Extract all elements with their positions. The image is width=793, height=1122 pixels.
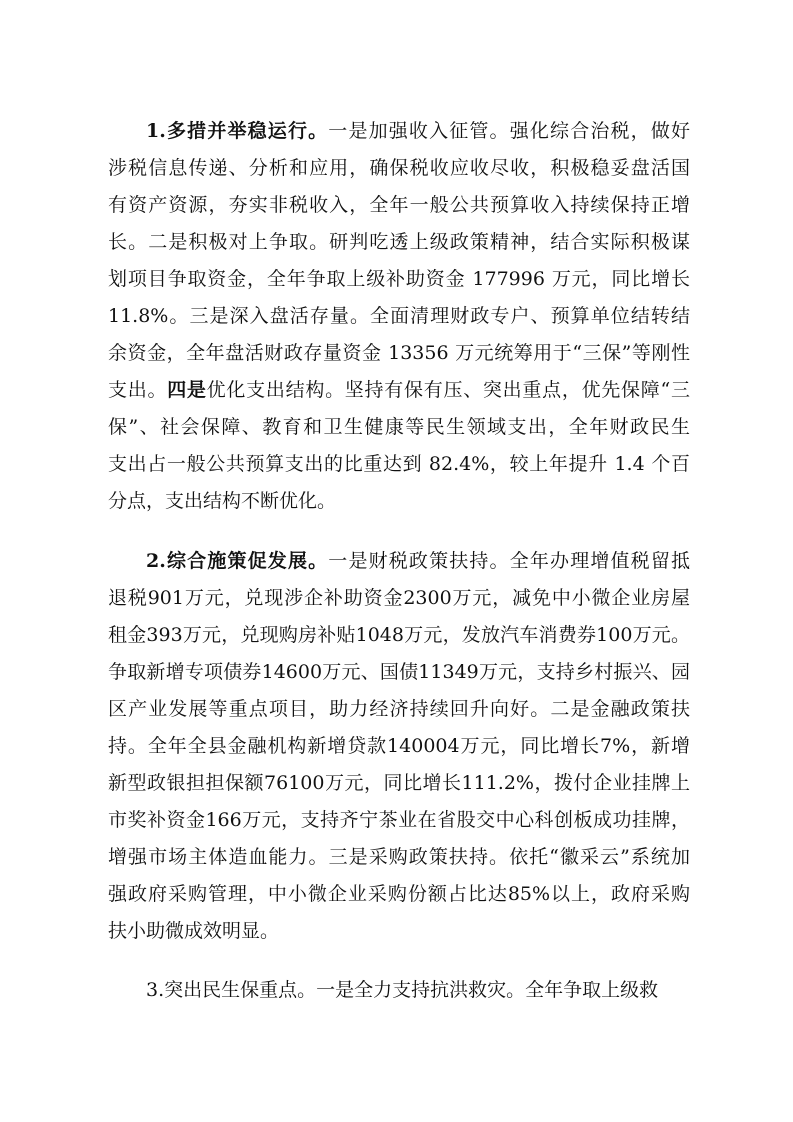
text-line xyxy=(108,580,690,617)
text-run: 扶小助微成效明显。 xyxy=(108,920,280,942)
text-run: 争取新增专项债券14600万元、国债11349万元，支持乡村振兴、园 xyxy=(108,661,690,683)
bold-text-run: 四是 xyxy=(167,379,207,401)
text-line xyxy=(108,187,690,224)
text-line xyxy=(108,691,690,728)
text-run: 支出。 xyxy=(108,379,168,401)
text-run: 划项目争取资金，全年争取上级补助资金 177996 万元，同比增长 xyxy=(108,268,690,290)
text-line xyxy=(108,298,690,335)
text-run: 持。全年全县金融机构新增贷款140004万元，同比增长7%，新增 xyxy=(108,735,690,757)
text-line xyxy=(108,913,690,950)
text-run: 长。二是积极对上争取。研判吃透上级政策精神，结合实际积极谋 xyxy=(108,231,690,253)
text-run: 余资金，全年盘活财政存量资金 13356 万元统筹用于“三保”等刚性 xyxy=(108,342,690,364)
text-line xyxy=(108,765,690,802)
text-run: 分点，支出结构不断优化。 xyxy=(108,490,337,512)
bold-text-run: 1.多措并举稳运行。 xyxy=(146,120,329,142)
text-line xyxy=(108,483,690,520)
text-line xyxy=(108,728,690,765)
text-line xyxy=(108,972,690,1009)
text-line xyxy=(108,224,690,261)
text-run: 3.突出民生保重点。一是全力支持抗洪救灾。全年争取上级救 xyxy=(146,979,659,1001)
text-run: 退税901万元，兑现涉企补助资金2300万元，减免中小微企业房屋 xyxy=(108,587,690,609)
paragraph-fiscal-operation xyxy=(108,113,690,520)
text-run: 有资产资源，夯实非税收入，全年一般公共预算收入持续保持正增 xyxy=(108,194,690,216)
text-line xyxy=(108,335,690,372)
text-run: 增强市场主体造血能力。三是采购政策扶持。依托“徽采云”系统加 xyxy=(108,846,690,868)
text-run: 一是财税政策扶持。全年办理增值税留抵 xyxy=(328,550,690,572)
text-line xyxy=(108,839,690,876)
text-line xyxy=(108,446,690,483)
text-run: 优化支出结构。坚持有保有压、突出重点，优先保障“三 xyxy=(206,379,690,401)
text-run: 强政府采购管理，中小微企业采购份额占比达85%以上，政府采购 xyxy=(108,883,690,905)
text-run: 涉税信息传递、分析和应用，确保税收应收尽收，积极稳妥盘活国 xyxy=(108,157,690,179)
paragraph-policy-support xyxy=(108,543,690,950)
text-line xyxy=(108,150,690,187)
text-run: 区产业发展等重点项目，助力经济持续回升向好。二是金融政策扶 xyxy=(108,698,690,720)
text-run: 一是加强收入征管。强化综合治税，做好 xyxy=(328,120,690,142)
text-run: 市奖补资金166万元，支持齐宁茶业在省股交中心科创板成功挂牌， xyxy=(108,809,690,831)
paragraph-livelihood xyxy=(108,972,690,1009)
text-run: 11.8%。三是深入盘活存量。全面清理财政专户、预算单位结转结 xyxy=(108,305,690,327)
text-line xyxy=(108,372,690,409)
text-line xyxy=(108,802,690,839)
text-line xyxy=(108,543,690,580)
text-run: 支出占一般公共预算支出的比重达到 82.4%，较上年提升 1.4 个百 xyxy=(108,453,690,475)
text-line xyxy=(108,617,690,654)
text-line xyxy=(108,876,690,913)
text-line xyxy=(108,654,690,691)
text-line xyxy=(108,113,690,150)
text-line xyxy=(108,409,690,446)
bold-text-run: 2.综合施策促发展。 xyxy=(146,550,329,572)
text-line xyxy=(108,261,690,298)
text-run: 保”、社会保障、教育和卫生健康等民生领域支出，全年财政民生 xyxy=(108,416,690,438)
text-run: 新型政银担担保额76100万元，同比增长111.2%，拨付企业挂牌上 xyxy=(108,772,690,794)
text-run: 租金393万元，兑现购房补贴1048万元，发放汽车消费券100万元。 xyxy=(108,624,690,646)
